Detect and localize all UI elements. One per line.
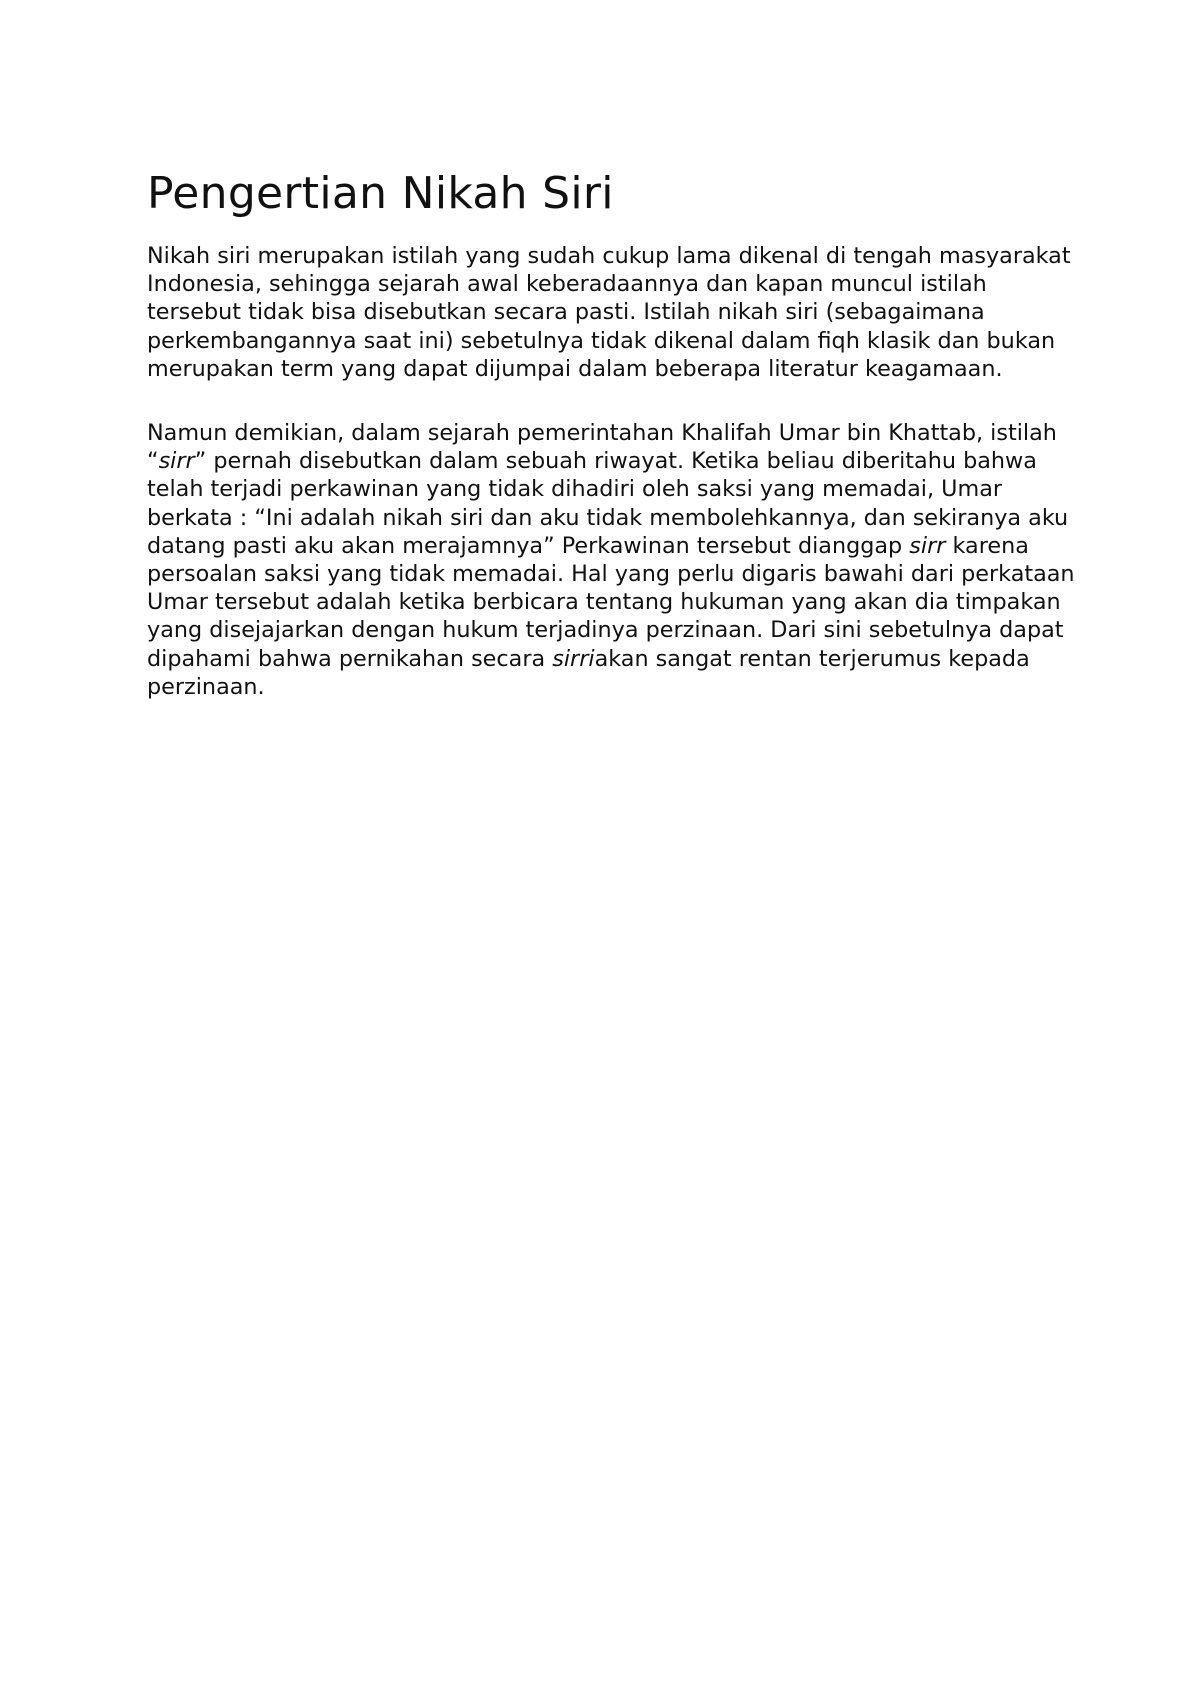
paragraph-1: Nikah siri merupakan istilah yang sudah cukup lama dikenal di tengah masyarakat Indonesia, sehingga sejarah awal keberadaannya dan kapan muncul istilah tersebut tidak bisa disebutkan secara pasti. Istilah nikah siri (sebagaimana perkembangannya saat ini) sebetulnya tidak dikenal dalam fiqh klasik dan bukan merupakan term yang dapat dijumpai dalam beberapa literatur keagamaan. — [147, 243, 1071, 382]
paragraph-2-text-1: Namun demikian, dalam sejarah pemerintahan Khalifah Umar bin Khattab, istilah “ — [147, 420, 1057, 475]
paragraph-2-text-4: akan sangat rentan terjerumus kepada perzinaan. — [147, 645, 1030, 700]
paragraph-2-text-2: ” pernah disebutkan dalam sebuah riwayat. Ketika beliau diberitahu bahwa telah terjadi perkawinan yang tidak dihadiri oleh saksi yang memadai, Umar berkata : “Ini adalah nikah siri dan aku tidak membolehkannya, dan sekiranya aku datang pasti aku akan merajamnya” Perkawinan tersebut dianggap — [147, 448, 1069, 559]
paragraph-2 — [147, 419, 1077, 701]
document-content — [147, 166, 1077, 701]
paragraph-2-text-3: karena persoalan saksi yang tidak memadai. Hal yang perlu digaris bawahi dari perkataan Umar tersebut adalah ketika berbicara tentang hukuman yang akan dia timpakan yang disejajarkan dengan hukum terjadinya perzinaan. Dari sini sebetulnya dapat dipahami bahwa pernikahan secara — [147, 532, 1075, 672]
paragraph-2-italic-sirri: sirri — [552, 645, 595, 672]
paragraph-2-italic-sirr: sirr — [158, 448, 195, 475]
paragraph-2-italic-sirr-2: sirr — [909, 532, 946, 559]
page-title: Pengertian Nikah Siri — [147, 168, 614, 219]
